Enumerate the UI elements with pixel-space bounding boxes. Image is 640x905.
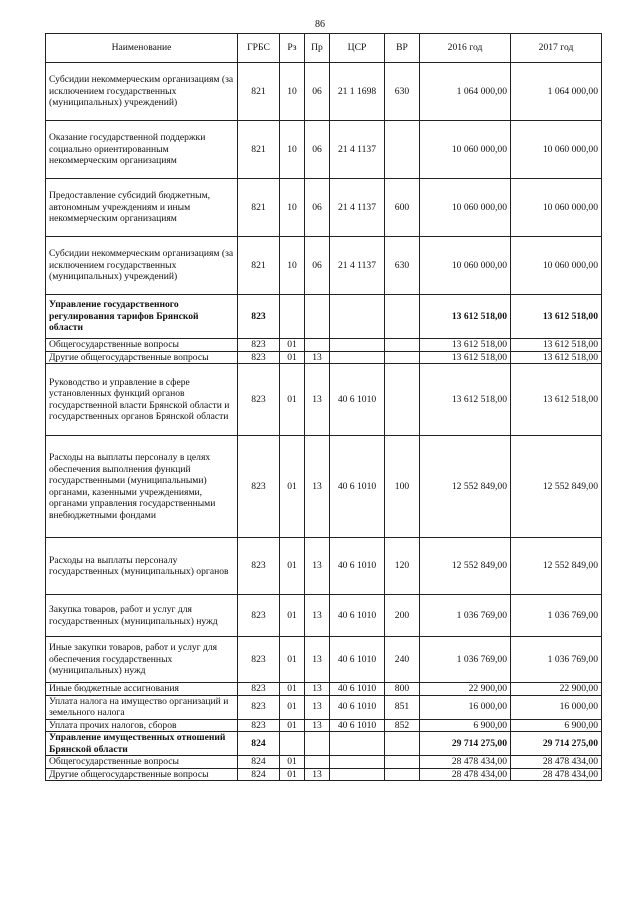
cell-name: Расходы на выплаты персоналу в целях обеспечения выполнения функций государственными (муниципальными) органами, казенными учреждениями, органами управления государственными внебюджетными фондами bbox=[46, 436, 238, 538]
header-vr: ВР bbox=[385, 34, 420, 63]
cell-y2017: 22 900,00 bbox=[511, 683, 602, 696]
table-row bbox=[46, 179, 602, 237]
cell-name: Управление государственного регулирования тарифов Брянской области bbox=[46, 295, 238, 339]
cell-rz: 01 bbox=[280, 364, 305, 436]
header-grbs: ГРБС bbox=[238, 34, 280, 63]
cell-grbs: 824 bbox=[238, 732, 280, 756]
cell-y2016: 1 036 769,00 bbox=[420, 595, 511, 637]
cell-vr: 852 bbox=[385, 719, 420, 732]
cell-name: Оказание государственной поддержки социально ориентированным некоммерческим организациям bbox=[46, 121, 238, 179]
cell-grbs: 823 bbox=[238, 436, 280, 538]
cell-grbs: 823 bbox=[238, 637, 280, 683]
cell-y2017: 10 060 000,00 bbox=[511, 237, 602, 295]
cell-y2017: 12 552 849,00 bbox=[511, 436, 602, 538]
cell-y2017: 13 612 518,00 bbox=[511, 364, 602, 436]
cell-vr bbox=[385, 756, 420, 769]
cell-vr: 800 bbox=[385, 683, 420, 696]
cell-rz: 01 bbox=[280, 683, 305, 696]
table-row bbox=[46, 538, 602, 595]
cell-csr: 40 6 1010 bbox=[330, 436, 385, 538]
cell-grbs: 823 bbox=[238, 339, 280, 352]
cell-rz: 01 bbox=[280, 768, 305, 781]
cell-rz: 01 bbox=[280, 538, 305, 595]
cell-rz: 01 bbox=[280, 719, 305, 732]
cell-y2016: 28 478 434,00 bbox=[420, 756, 511, 769]
cell-csr bbox=[330, 339, 385, 352]
cell-pr: 13 bbox=[305, 364, 330, 436]
cell-pr bbox=[305, 339, 330, 352]
table-row bbox=[46, 756, 602, 769]
cell-grbs: 823 bbox=[238, 295, 280, 339]
cell-vr: 600 bbox=[385, 179, 420, 237]
cell-vr bbox=[385, 351, 420, 364]
cell-y2016: 6 900,00 bbox=[420, 719, 511, 732]
table-row bbox=[46, 121, 602, 179]
cell-name: Руководство и управление в сфере установленных функций органов государственной власти Брянской области и государственных органов Брянской области bbox=[46, 364, 238, 436]
cell-y2017: 13 612 518,00 bbox=[511, 295, 602, 339]
cell-grbs: 824 bbox=[238, 756, 280, 769]
cell-name: Управление имущественных отношений Брянской области bbox=[46, 732, 238, 756]
cell-vr: 240 bbox=[385, 637, 420, 683]
header-rz: Рз bbox=[280, 34, 305, 63]
cell-csr: 40 6 1010 bbox=[330, 595, 385, 637]
header-pr: Пр bbox=[305, 34, 330, 63]
cell-rz bbox=[280, 732, 305, 756]
cell-csr: 40 6 1010 bbox=[330, 364, 385, 436]
cell-pr: 13 bbox=[305, 768, 330, 781]
cell-csr bbox=[330, 732, 385, 756]
cell-y2017: 10 060 000,00 bbox=[511, 179, 602, 237]
cell-name: Другие общегосударственные вопросы bbox=[46, 351, 238, 364]
cell-pr: 13 bbox=[305, 538, 330, 595]
cell-rz: 01 bbox=[280, 756, 305, 769]
cell-y2017: 13 612 518,00 bbox=[511, 339, 602, 352]
cell-rz: 10 bbox=[280, 63, 305, 121]
cell-csr: 40 6 1010 bbox=[330, 695, 385, 719]
table-row bbox=[46, 351, 602, 364]
cell-y2017: 28 478 434,00 bbox=[511, 756, 602, 769]
cell-vr bbox=[385, 364, 420, 436]
cell-csr: 40 6 1010 bbox=[330, 683, 385, 696]
table-row bbox=[46, 768, 602, 781]
cell-grbs: 821 bbox=[238, 63, 280, 121]
cell-y2017: 1 036 769,00 bbox=[511, 595, 602, 637]
cell-csr bbox=[330, 768, 385, 781]
cell-pr: 13 bbox=[305, 595, 330, 637]
cell-vr bbox=[385, 339, 420, 352]
cell-rz: 01 bbox=[280, 436, 305, 538]
cell-csr bbox=[330, 756, 385, 769]
cell-rz: 10 bbox=[280, 121, 305, 179]
cell-y2016: 29 714 275,00 bbox=[420, 732, 511, 756]
table-row bbox=[46, 63, 602, 121]
cell-pr: 06 bbox=[305, 237, 330, 295]
cell-y2016: 10 060 000,00 bbox=[420, 121, 511, 179]
cell-y2016: 16 000,00 bbox=[420, 695, 511, 719]
cell-y2017: 13 612 518,00 bbox=[511, 351, 602, 364]
cell-vr bbox=[385, 295, 420, 339]
cell-grbs: 821 bbox=[238, 121, 280, 179]
cell-name: Субсидии некоммерческим организациям (за исключением государственных (муниципальных) учреждений) bbox=[46, 237, 238, 295]
cell-y2017: 29 714 275,00 bbox=[511, 732, 602, 756]
cell-rz: 01 bbox=[280, 351, 305, 364]
cell-pr bbox=[305, 732, 330, 756]
cell-name: Иные бюджетные ассигнования bbox=[46, 683, 238, 696]
cell-rz: 01 bbox=[280, 695, 305, 719]
cell-csr: 40 6 1010 bbox=[330, 719, 385, 732]
table-row bbox=[46, 637, 602, 683]
cell-vr bbox=[385, 768, 420, 781]
cell-csr bbox=[330, 351, 385, 364]
budget-table bbox=[45, 33, 602, 781]
cell-vr: 630 bbox=[385, 237, 420, 295]
cell-vr: 630 bbox=[385, 63, 420, 121]
cell-pr: 13 bbox=[305, 683, 330, 696]
cell-name: Закупка товаров, работ и услуг для государственных (муниципальных) нужд bbox=[46, 595, 238, 637]
cell-pr: 13 bbox=[305, 351, 330, 364]
cell-y2017: 10 060 000,00 bbox=[511, 121, 602, 179]
cell-vr bbox=[385, 121, 420, 179]
cell-grbs: 824 bbox=[238, 768, 280, 781]
cell-pr: 13 bbox=[305, 719, 330, 732]
cell-rz: 10 bbox=[280, 179, 305, 237]
cell-csr: 21 4 1137 bbox=[330, 121, 385, 179]
cell-pr: 06 bbox=[305, 63, 330, 121]
cell-grbs: 823 bbox=[238, 351, 280, 364]
cell-pr bbox=[305, 756, 330, 769]
table-row bbox=[46, 295, 602, 339]
cell-rz: 10 bbox=[280, 237, 305, 295]
cell-y2016: 13 612 518,00 bbox=[420, 339, 511, 352]
table-header-row bbox=[46, 34, 602, 63]
cell-csr: 21 1 1698 bbox=[330, 63, 385, 121]
cell-y2016: 12 552 849,00 bbox=[420, 436, 511, 538]
cell-name: Расходы на выплаты персоналу государственных (муниципальных) органов bbox=[46, 538, 238, 595]
cell-name: Общегосударственные вопросы bbox=[46, 756, 238, 769]
cell-y2016: 13 612 518,00 bbox=[420, 351, 511, 364]
header-name: Наименование bbox=[46, 34, 238, 63]
cell-grbs: 823 bbox=[238, 538, 280, 595]
cell-vr: 100 bbox=[385, 436, 420, 538]
cell-vr: 200 bbox=[385, 595, 420, 637]
table-row bbox=[46, 237, 602, 295]
cell-y2017: 1 036 769,00 bbox=[511, 637, 602, 683]
cell-y2016: 10 060 000,00 bbox=[420, 179, 511, 237]
header-2016: 2016 год bbox=[420, 34, 511, 63]
cell-grbs: 821 bbox=[238, 237, 280, 295]
cell-rz: 01 bbox=[280, 339, 305, 352]
table-row bbox=[46, 339, 602, 352]
table-row bbox=[46, 683, 602, 696]
cell-vr: 120 bbox=[385, 538, 420, 595]
cell-pr: 13 bbox=[305, 436, 330, 538]
cell-y2016: 12 552 849,00 bbox=[420, 538, 511, 595]
header-csr: ЦСР bbox=[330, 34, 385, 63]
cell-y2017: 1 064 000,00 bbox=[511, 63, 602, 121]
table-row bbox=[46, 719, 602, 732]
cell-csr bbox=[330, 295, 385, 339]
cell-name: Предоставление субсидий бюджетным, автономным учреждениям и иным некоммерческим организациям bbox=[46, 179, 238, 237]
table-row bbox=[46, 732, 602, 756]
cell-grbs: 821 bbox=[238, 179, 280, 237]
cell-pr: 06 bbox=[305, 121, 330, 179]
cell-name: Общегосударственные вопросы bbox=[46, 339, 238, 352]
cell-y2017: 28 478 434,00 bbox=[511, 768, 602, 781]
header-2017: 2017 год bbox=[511, 34, 602, 63]
table-row bbox=[46, 436, 602, 538]
cell-name: Иные закупки товаров, работ и услуг для обеспечения государственных (муниципальных) нужд bbox=[46, 637, 238, 683]
cell-y2016: 1 036 769,00 bbox=[420, 637, 511, 683]
cell-name: Другие общегосударственные вопросы bbox=[46, 768, 238, 781]
table-row bbox=[46, 364, 602, 436]
page-number: 86 bbox=[315, 19, 325, 30]
cell-pr: 13 bbox=[305, 637, 330, 683]
cell-grbs: 823 bbox=[238, 719, 280, 732]
cell-vr: 851 bbox=[385, 695, 420, 719]
cell-y2016: 13 612 518,00 bbox=[420, 295, 511, 339]
cell-csr: 40 6 1010 bbox=[330, 637, 385, 683]
cell-y2017: 16 000,00 bbox=[511, 695, 602, 719]
cell-name: Субсидии некоммерческим организациям (за исключением государственных (муниципальных) учреждений) bbox=[46, 63, 238, 121]
cell-grbs: 823 bbox=[238, 595, 280, 637]
cell-grbs: 823 bbox=[238, 364, 280, 436]
cell-y2016: 1 064 000,00 bbox=[420, 63, 511, 121]
cell-csr: 21 4 1137 bbox=[330, 237, 385, 295]
cell-name: Уплата прочих налогов, сборов bbox=[46, 719, 238, 732]
cell-y2017: 12 552 849,00 bbox=[511, 538, 602, 595]
cell-y2016: 10 060 000,00 bbox=[420, 237, 511, 295]
cell-y2016: 13 612 518,00 bbox=[420, 364, 511, 436]
cell-y2017: 6 900,00 bbox=[511, 719, 602, 732]
cell-pr bbox=[305, 295, 330, 339]
cell-rz: 01 bbox=[280, 637, 305, 683]
cell-name: Уплата налога на имущество организаций и земельного налога bbox=[46, 695, 238, 719]
cell-pr: 06 bbox=[305, 179, 330, 237]
table-row bbox=[46, 695, 602, 719]
cell-grbs: 823 bbox=[238, 695, 280, 719]
cell-rz bbox=[280, 295, 305, 339]
cell-vr bbox=[385, 732, 420, 756]
cell-pr: 13 bbox=[305, 695, 330, 719]
cell-rz: 01 bbox=[280, 595, 305, 637]
cell-y2016: 28 478 434,00 bbox=[420, 768, 511, 781]
cell-csr: 40 6 1010 bbox=[330, 538, 385, 595]
cell-y2016: 22 900,00 bbox=[420, 683, 511, 696]
cell-grbs: 823 bbox=[238, 683, 280, 696]
table-row bbox=[46, 595, 602, 637]
cell-csr: 21 4 1137 bbox=[330, 179, 385, 237]
